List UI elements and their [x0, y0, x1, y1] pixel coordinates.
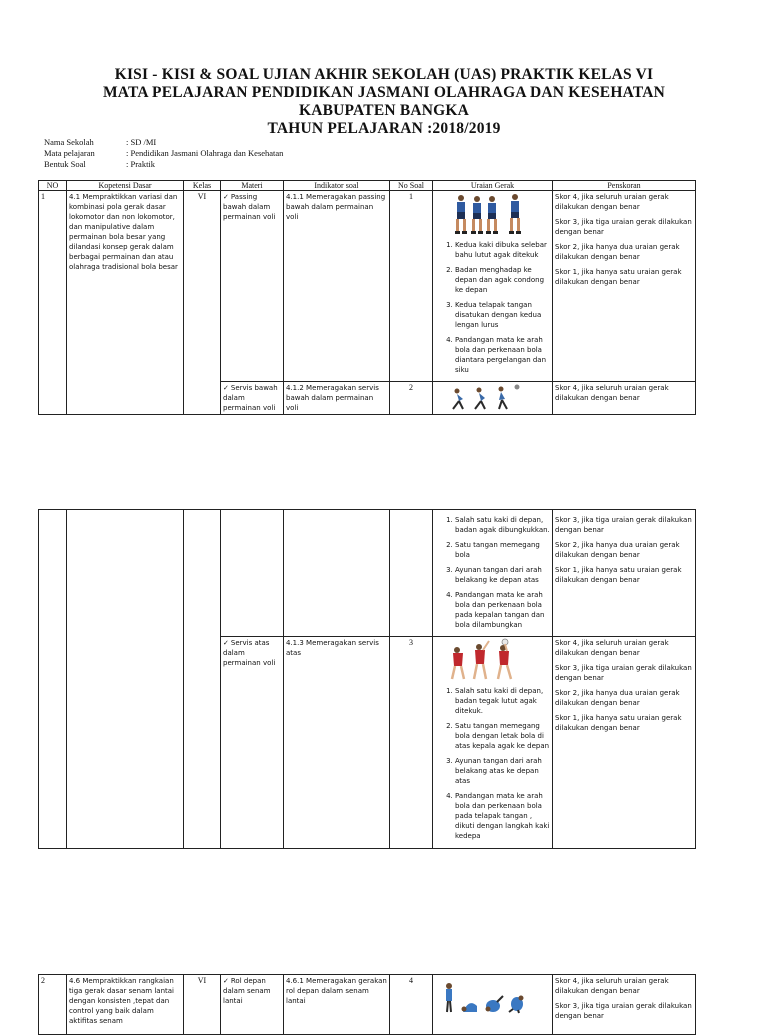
kisi-table-1 [38, 180, 696, 415]
kisi-table-3 [38, 974, 696, 1035]
row-penskoran [553, 510, 696, 637]
skor-item: Skor 3, jika tiga uraian gerak dilakukan dengan benar [555, 664, 692, 682]
player-figure-4 [509, 194, 521, 234]
servis-atas-figure [443, 638, 543, 682]
row-no [39, 510, 67, 849]
skor-item: Skor 1, jika hanya satu uraian gerak dilakukan dengan benar [555, 714, 682, 732]
doc-title-line-2: MATA PELAJARAN PENDIDIKAN JASMANI OLAHRAGA DAN KESEHATAN [102, 84, 666, 101]
list-item: 2. Badan menghadap ke depan dan agak condong ke depan [455, 265, 550, 295]
row-materi: ✓ Passing bawah dalam permainan voli [221, 191, 284, 382]
row-kelas [184, 510, 221, 849]
list-item: 2. Satu tangan memegang bola dengan letak bola di atas kepala agak ke depan [455, 721, 550, 751]
row-indikator: 4.1.3 Memeragakan servis atas [284, 637, 390, 849]
skor-item: Skor 3, jika tiga uraian gerak dilakukan dengan benar [555, 1002, 692, 1020]
row-materi: ✓ Servis atas dalam permainan voli [221, 637, 284, 849]
list-item: 4. Pandangan mata ke arah bola dan perkenaan bola pada kepalan tangan dan bola dilambungkan [455, 590, 550, 630]
list-item: 3. Kedua telapak tangan disatukan dengan kedua lengan lurus [455, 300, 550, 330]
player-figure-3 [486, 196, 498, 234]
table-row [39, 510, 696, 637]
kisi-table-2 [38, 509, 696, 849]
row-kompetensi [67, 510, 184, 849]
list-item: 4. Pandangan mata ke arah bola dan perkenaan bola diantara pergelangan dan siku [455, 335, 550, 375]
table-row [39, 975, 696, 1035]
row-uraian [433, 637, 553, 849]
row-indikator: 4.1.1 Memeragakan passing bawah dalam permainan voli [284, 191, 390, 382]
skor-item: Skor 1, jika hanya satu uraian gerak dilakukan dengan benar [555, 566, 682, 584]
row-uraian [433, 975, 553, 1035]
row-kelas: VI [184, 191, 221, 415]
list-item: 1. Salah satu kaki di depan, badan tegak lutut agak ditekuk. [455, 686, 550, 716]
meta-school: Nama Sekolah : SD /MI [44, 137, 157, 147]
rol-depan-figure [439, 976, 539, 1016]
row-materi: ✓ Servis bawah dalam permainan voli [221, 382, 284, 415]
col-kelas: Kelas [184, 181, 221, 191]
row-no-soal: 1 [390, 191, 433, 382]
meta-subject: Mata pelajaran : Pendidikan Jasmani Olahraga dan Kesehatan [44, 148, 284, 158]
row-no-soal: 3 [390, 637, 433, 849]
meta-block [44, 137, 283, 170]
skor-item: Skor 4, jika seluruh uraian gerak dilakukan dengan benar [555, 639, 669, 657]
skor-item: Skor 4, jika seluruh uraian gerak dilakukan dengan benar [555, 384, 669, 402]
row-no-soal: 2 [390, 382, 433, 415]
doc-title-line-3: KABUPATEN BANGKA [298, 102, 470, 119]
col-kompetensi: Kopetensi Dasar [67, 181, 184, 191]
list-item: 1. Salah satu kaki di depan, badan agak dibungkukkan. [455, 515, 550, 535]
doc-title-line-1: KISI - KISI & SOAL UJIAN AKHIR SEKOLAH (UAS) PRAKTIK KELAS VI [114, 66, 654, 83]
list-item: 3. Ayunan tangan dari arah belakang atas ke depan atas [455, 756, 550, 786]
skor-item: Skor 2, jika hanya dua uraian gerak dilakukan dengan benar [555, 541, 680, 559]
skor-item: Skor 2, jika hanya dua uraian gerak dilakukan dengan benar [555, 243, 680, 261]
row-materi [221, 510, 284, 637]
row-penskoran [553, 975, 696, 1035]
list-item: 2. Satu tangan memegang bola [455, 540, 550, 560]
row-penskoran [553, 191, 696, 382]
row-uraian [433, 191, 553, 382]
list-item: 4. Pandangan mata ke arah bola dan perkenaan bola pada telapak tangan , dikuti dengan langkah kaki kedepa [455, 791, 550, 841]
servis-bawah-figure [447, 383, 527, 411]
doc-title-line-4: TAHUN PELAJARAN :2018/2019 [267, 120, 501, 137]
row-no: 2 [39, 975, 67, 1035]
passing-bawah-figure [435, 192, 549, 236]
col-penskoran: Penskoran [553, 181, 696, 191]
row-kompetensi: 4.1 Mempraktikkan variasi dan kombinasi pola gerak dasar lokomotor dan non lokomotor, dan manipulative dalam permainan bola besar yang dilandasi konsep gerak dalam berbagai permainan dan atau olahraga tradisional bola besar [67, 191, 184, 415]
skor-item: Skor 2, jika hanya dua uraian gerak dilakukan dengan benar [555, 689, 680, 707]
list-item: 1. Kedua kaki dibuka selebar bahu lutut agak ditekuk [455, 240, 550, 260]
meta-question-type: Bentuk Soal : Praktik [44, 159, 156, 169]
skor-item: Skor 4, jika seluruh uraian gerak dilakukan dengan benar [555, 977, 669, 995]
col-materi: Materi [221, 181, 284, 191]
row-indikator: 4.1.2 Memeragakan servis bawah dalam permainan voli [284, 382, 390, 415]
row-no-soal: 4 [390, 975, 433, 1035]
row-uraian [433, 510, 553, 637]
col-uraian: Uraian Gerak [433, 181, 553, 191]
row-penskoran [553, 382, 696, 415]
table-header-row [39, 181, 696, 191]
player-figure-2 [471, 196, 483, 234]
row-uraian [433, 382, 553, 415]
row-indikator: 4.6.1 Memeragakan gerakan rol depan dalam senam lantai [284, 975, 390, 1035]
skor-item: Skor 1, jika hanya satu uraian gerak dilakukan dengan benar [555, 268, 682, 286]
row-no: 1 [39, 191, 67, 415]
row-penskoran [553, 637, 696, 849]
skor-item: Skor 3, jika tiga uraian gerak dilakukan dengan benar [555, 516, 692, 534]
col-indikator: Indikator soal [284, 181, 390, 191]
row-materi: ✓ Rol depan dalam senam lantai [221, 975, 284, 1035]
table-row [39, 191, 696, 382]
player-figure-1 [455, 195, 467, 234]
col-no: NO [39, 181, 67, 191]
skor-item: Skor 3, jika tiga uraian gerak dilakukan dengan benar [555, 218, 692, 236]
row-no-soal [390, 510, 433, 637]
skor-item: Skor 4, jika seluruh uraian gerak dilakukan dengan benar [555, 193, 669, 211]
row-indikator [284, 510, 390, 637]
row-kelas: VI [184, 975, 221, 1035]
col-no-soal: No Soal [390, 181, 433, 191]
list-item: 3. Ayunan tangan dari arah belakang ke depan atas [455, 565, 550, 585]
row-kompetensi: 4.6 Mempraktikkan rangkaian tiga gerak dasar senam lantai dengan konsisten ,tepat dan control yang baik dalam aktifitas senam [67, 975, 184, 1035]
